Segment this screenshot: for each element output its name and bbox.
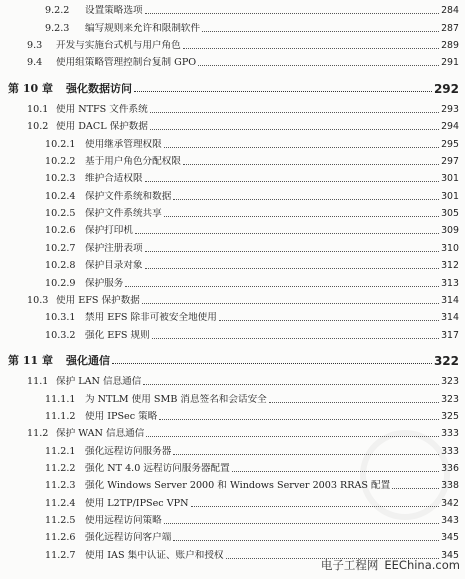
- toc-entry-page: 317: [441, 329, 459, 341]
- toc-entry: [0, 255, 465, 272]
- toc-chapter-entry: [0, 350, 465, 367]
- toc-entry-number: 9.4: [27, 57, 43, 69]
- toc-entry-title: 编写规则来允许和限制软件: [85, 22, 201, 34]
- toc-entry: [0, 185, 465, 202]
- toc-dot-leader: [150, 112, 439, 113]
- toc-entry-number: 11.2.4: [45, 497, 76, 509]
- toc-entry-page: 325: [441, 410, 459, 422]
- toc-dot-leader: [135, 233, 439, 234]
- toc-entry-page: 342: [441, 497, 459, 509]
- toc-entry-page: 333: [441, 428, 459, 440]
- toc-entry-page: 293: [441, 104, 459, 116]
- toc-entry-title: 保护文件系统共享: [85, 208, 162, 220]
- footer-watermark-text: [321, 557, 460, 573]
- toc-entry-page: 336: [441, 462, 459, 474]
- toc-entry-page: 297: [441, 156, 459, 168]
- toc-entry-number: 11.2.6: [45, 532, 76, 544]
- toc-entry: [0, 307, 465, 324]
- toc-entry-number: 10.2.4: [45, 190, 76, 202]
- toc-entry-page: 333: [441, 445, 459, 457]
- toc-entry-page: 284: [441, 5, 459, 17]
- toc-entry-title: 强化远程访问服务器: [85, 445, 172, 457]
- toc-entry-number: 10.2.2: [45, 156, 76, 168]
- toc-dot-leader: [191, 506, 440, 507]
- toc-dot-leader: [164, 147, 439, 148]
- toc-entry: [0, 151, 465, 168]
- toc-entry: [0, 371, 465, 388]
- footer-site-cn: 电子工程网: [320, 558, 379, 572]
- toc-entry: [0, 237, 465, 254]
- toc-entry-title: 使用 IAS 集中认证、账户和授权: [85, 549, 224, 561]
- toc-entry-number: 11.1: [27, 376, 49, 388]
- toc-entry-number: 9.3: [27, 40, 43, 52]
- toc-dot-leader: [232, 471, 439, 472]
- toc-entry-page: 314: [441, 312, 459, 324]
- toc-entry-number: 第 10 章: [8, 81, 53, 95]
- toc-entry-page: 301: [441, 173, 459, 185]
- toc-entry-page: 345: [441, 532, 459, 544]
- toc-entry-number: 第 11 章: [8, 353, 53, 367]
- toc-entry-number: 10.3: [27, 294, 49, 306]
- toc-entry-page: 313: [441, 277, 459, 289]
- toc-entry-title: 禁用 EFS 除非可被安全地使用: [85, 312, 217, 324]
- toc-entry-title: 保护注册表项: [85, 242, 143, 254]
- toc-entry-number: 10.2.1: [45, 138, 76, 150]
- toc-entry: [0, 220, 465, 237]
- toc-entry: [0, 458, 465, 475]
- toc-entry: [0, 52, 465, 69]
- toc-dot-leader: [125, 286, 439, 287]
- toc-entry-number: 11.1.2: [45, 410, 76, 422]
- toc-dot-leader: [164, 216, 439, 217]
- toc-entry-number: 10.2.3: [45, 173, 76, 185]
- toc-dot-leader: [392, 488, 439, 489]
- toc-entry-page: 289: [441, 40, 459, 52]
- toc-entry-title: 保护目录对象: [85, 260, 143, 272]
- toc-entry-title: 使用 IPSec 策略: [85, 410, 158, 422]
- toc-entry: [0, 168, 465, 185]
- toc-dot-leader: [164, 523, 439, 524]
- toc-entry-number: 9.2.3: [45, 22, 70, 34]
- toc-entry-number: 11.2: [27, 428, 49, 440]
- toc-entry-title: 强化远程访问客户端: [85, 532, 172, 544]
- toc-dot-leader: [219, 320, 439, 321]
- toc-entry: [0, 35, 465, 52]
- toc-entry-title: 强化通信: [66, 354, 110, 367]
- toc-dot-leader: [173, 454, 439, 455]
- toc-dot-leader: [145, 251, 440, 252]
- toc-entry-number: 10.3.1: [45, 312, 76, 324]
- toc-entry-title: 使用远程访问策略: [85, 514, 162, 526]
- toc-entry-number: 11.2.3: [45, 480, 76, 492]
- toc-dot-leader: [159, 419, 439, 420]
- toc-entry-title: 强化 NT 4.0 远程访问服务器配置: [85, 462, 230, 474]
- toc-entry-page: 338: [441, 480, 459, 492]
- toc-entry: [0, 388, 465, 405]
- toc-entry-title: 使用继承管理权限: [85, 138, 162, 150]
- toc-entry-title: 使用组策略管理控制台复制 GPO: [56, 57, 197, 69]
- toc-entry: [0, 17, 465, 34]
- toc-dot-leader: [146, 436, 439, 437]
- toc-entry-page: 314: [441, 294, 459, 306]
- toc-entry-page: 312: [441, 260, 459, 272]
- toc-dot-leader: [198, 65, 439, 66]
- toc-entry-title: 保护文件系统和数据: [85, 190, 172, 202]
- toc-entry-title: 强化 Windows Server 2000 和 Windows Server 2003 RRAS 配置: [85, 480, 391, 492]
- toc-entry-page: 345: [441, 549, 459, 561]
- toc-entry-number: 11.2.5: [45, 514, 76, 526]
- toc-entry: [0, 272, 465, 289]
- toc-entry-number: 10.2.7: [45, 242, 76, 254]
- toc-entry-number: 10.2.9: [45, 277, 76, 289]
- toc-dot-leader: [173, 199, 439, 200]
- toc-dot-leader: [183, 48, 439, 49]
- toc-entry-number: 10.2.5: [45, 208, 76, 220]
- toc-dot-leader: [112, 363, 432, 364]
- toc-entry-number: 11.2.2: [45, 462, 76, 474]
- toc-entry-title: 保护打印机: [85, 225, 133, 237]
- toc-entry-number: 10.3.2: [45, 329, 76, 341]
- toc-entry: [0, 510, 465, 527]
- toc-entry-page: 305: [441, 208, 459, 220]
- toc-dot-leader: [152, 338, 439, 339]
- toc-dot-leader: [143, 384, 439, 385]
- toc-dot-leader: [145, 181, 440, 182]
- toc-entry-number: 10.2.8: [45, 260, 76, 272]
- toc-entry-title: 使用 EFS 保护数据: [56, 294, 140, 306]
- toc-dot-leader: [183, 164, 439, 165]
- toc-entry-page: 287: [441, 22, 459, 34]
- toc-entry-page: 322: [433, 353, 459, 368]
- toc-entry: [0, 324, 465, 341]
- toc-dot-leader: [145, 13, 440, 14]
- toc-entry: [0, 203, 465, 220]
- toc-entry-page: 291: [441, 57, 459, 69]
- toc-entry-page: 292: [433, 81, 459, 96]
- toc-entry: [0, 116, 465, 133]
- toc-entry-page: 343: [441, 514, 459, 526]
- footer-site-en: EEChina.com: [384, 558, 460, 572]
- toc-entry-page: 310: [441, 242, 459, 254]
- toc-entry-number: 11.2.7: [45, 549, 76, 561]
- toc-entry-title: 保护 WAN 信息通信: [56, 428, 145, 440]
- toc-entry: [0, 527, 465, 544]
- toc-entry: [0, 423, 465, 440]
- toc-entry-number: 11.1.1: [45, 393, 76, 405]
- toc-entry-page: 323: [441, 376, 459, 388]
- toc-entry: [0, 406, 465, 423]
- toc-dot-leader: [150, 129, 439, 130]
- toc-dot-leader: [145, 268, 440, 269]
- toc-dot-leader: [269, 402, 439, 403]
- toc-entry: [0, 475, 465, 492]
- toc-entry: [0, 290, 465, 307]
- toc-entry-title: 基于用户角色分配权限: [85, 156, 181, 168]
- toc-entry-title: 使用 DACL 保护数据: [56, 121, 148, 133]
- toc-entry-title: 强化 EFS 规则: [85, 329, 150, 341]
- toc-entry-title: 使用 L2TP/IPSec VPN: [85, 497, 189, 509]
- toc-dot-leader: [134, 91, 432, 92]
- toc-entry-title: 强化数据访问: [66, 82, 132, 95]
- toc-entry-title: 维护合适权限: [85, 173, 143, 185]
- toc-entry-page: 309: [441, 225, 459, 237]
- toc-entry: [0, 492, 465, 509]
- toc-entry-number: 10.1: [27, 104, 49, 116]
- toc-entry-title: 使用 NTFS 文件系统: [56, 104, 148, 116]
- toc-entry: [0, 440, 465, 457]
- toc-entry-number: 10.2.6: [45, 225, 76, 237]
- toc-entry-title: 设置策略选项: [85, 5, 143, 17]
- toc-entry-title: 开发与实施台式机与用户角色: [56, 40, 181, 52]
- toc-entry-page: 294: [441, 121, 459, 133]
- toc-entry-number: 9.2.2: [45, 5, 70, 17]
- toc-dot-leader: [173, 540, 439, 541]
- toc-entry-number: 10.2: [27, 121, 49, 133]
- toc-entry: [0, 133, 465, 150]
- toc-entry: [0, 0, 465, 17]
- toc-entry-page: 295: [441, 138, 459, 150]
- toc-entry-title: 保护 LAN 信息通信: [56, 376, 142, 388]
- toc-entry-title: 保护服务: [85, 277, 124, 289]
- toc-entry-page: 323: [441, 393, 459, 405]
- toc-entry: [0, 99, 465, 116]
- toc-entry-title: 为 NTLM 使用 SMB 消息签名和会话安全: [85, 393, 267, 405]
- toc-chapter-entry: [0, 77, 465, 94]
- toc-entry-number: 11.2.1: [45, 445, 76, 457]
- toc-dot-leader: [142, 303, 439, 304]
- toc-entry-page: 301: [441, 190, 459, 202]
- toc-dot-leader: [202, 31, 439, 32]
